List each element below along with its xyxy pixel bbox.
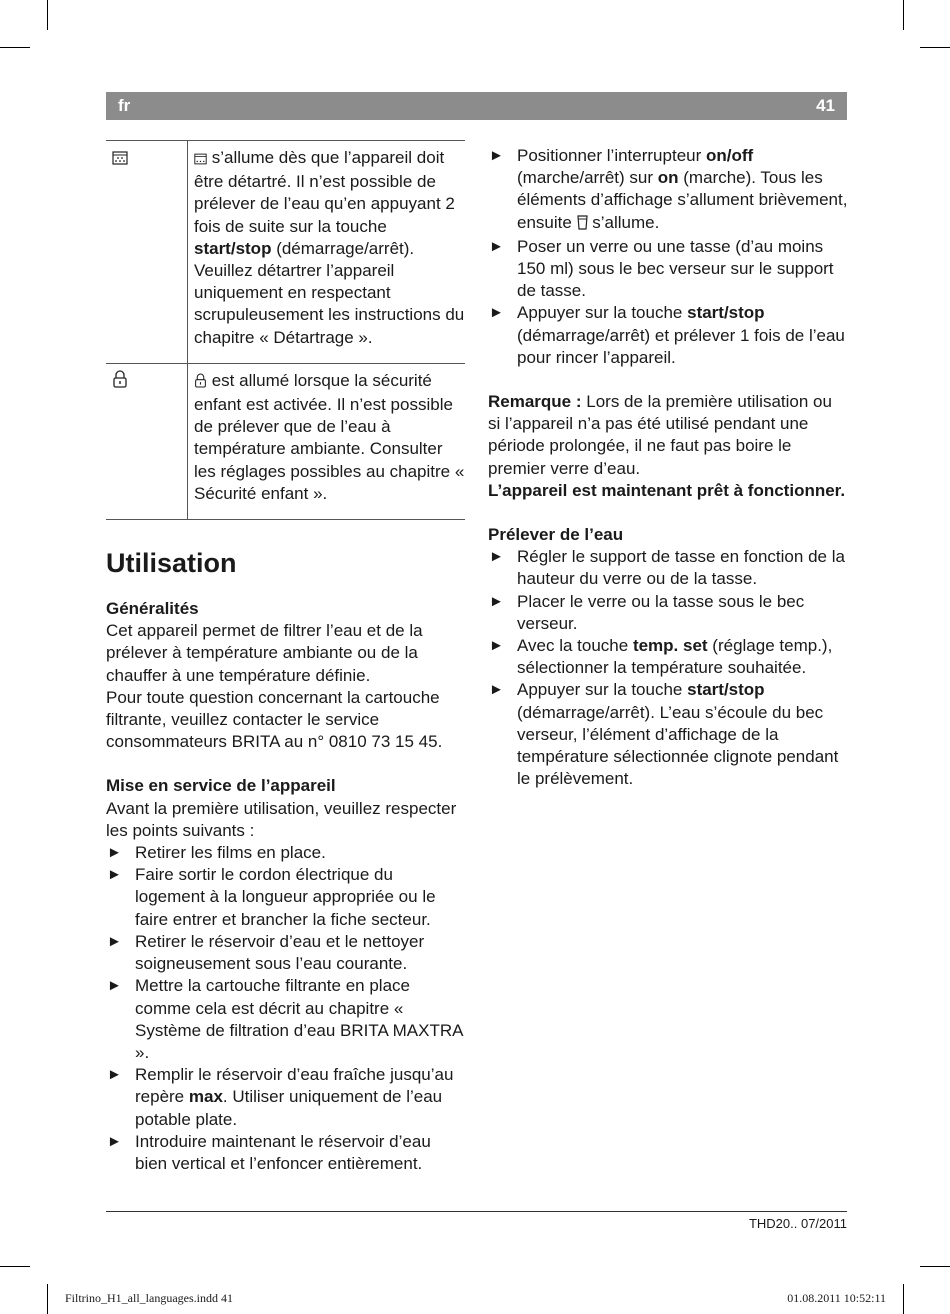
list-item xyxy=(488,302,848,369)
descale-icon xyxy=(112,149,128,171)
list-item-text: Mettre la cartouche filtrante en place comme cela est décrit au chapitre « Système de filtration d’eau BRITA MAXTRA ». xyxy=(135,976,463,1062)
list-item-text: (réglage temp.), sélectionner la température souhaitée. xyxy=(517,636,833,678)
crop-mark xyxy=(920,47,950,48)
indicator-icon-cell xyxy=(106,363,188,519)
footer-code: THD20.. 07/2011 xyxy=(748,1216,847,1231)
page-header-bar xyxy=(106,92,847,120)
list-item-text: s’allume. xyxy=(587,212,660,232)
bullet-arrow-icon: ► xyxy=(489,304,504,322)
language-code: fr xyxy=(118,96,131,115)
indicator-text-cell xyxy=(188,363,466,519)
generalites-heading: Généralités xyxy=(106,599,199,619)
bullet-arrow-icon: ► xyxy=(107,1066,122,1084)
crop-mark xyxy=(0,1266,30,1267)
footer-rule xyxy=(106,1211,847,1212)
page-number: 41 xyxy=(816,96,835,115)
on-off-label: on/off xyxy=(705,146,754,165)
bullet-arrow-icon: ► xyxy=(107,977,122,995)
lock-icon xyxy=(194,372,207,394)
list-item xyxy=(488,591,848,635)
list-item-text: Appuyer sur la touche xyxy=(517,680,688,700)
paragraph: Avant la première utilisation, veuillez respecter les points suivants : xyxy=(106,798,457,840)
list-item xyxy=(488,236,848,303)
descale-text: s’allume dès que l’appareil doit être détartré. Il n’est possible de prélever de l’eau qu’en appuyant 2 fois de suite sur la touche xyxy=(194,148,455,236)
left-column xyxy=(106,140,466,1175)
list-item-text: (marche). Tous les éléments d’affichage s’allument brièvement, ensuite xyxy=(517,168,848,232)
on-label: on xyxy=(657,168,679,188)
indicator-table xyxy=(106,140,465,520)
list-item xyxy=(106,1064,466,1131)
descale-text-end: (démarrage/arrêt). Veuillez détartrer l’appareil uniquement en respectant scrupuleusement les instructions du chapitre « Détartrage ». xyxy=(194,238,465,347)
descale-icon xyxy=(194,149,207,171)
list-item-text: (marche/arrêt) sur xyxy=(517,168,658,188)
list-item xyxy=(106,1131,466,1175)
lock-text: est allumé lorsque la sécurité enfant est activée. Il n’est possible de prélever que de l’eau à température ambiante. Consulter les réglages possibles au chapitre « Sécurité enfant ». xyxy=(194,370,465,503)
mise-en-service-heading: Mise en service de l’appareil xyxy=(106,776,336,796)
list-item-text: (démarrage/arrêt) et prélever 1 fois de l’eau pour rincer l’appareil. xyxy=(517,325,845,367)
list-item-text: Faire sortir le cordon électrique du logement à la longueur appropriée ou le faire entrer et brancher la fiche secteur. xyxy=(135,865,436,929)
list-item xyxy=(106,975,466,1064)
setup-steps-list xyxy=(106,842,466,1175)
remark-label: Remarque : xyxy=(488,392,582,412)
bullet-arrow-icon: ► xyxy=(107,1132,122,1150)
list-item xyxy=(488,679,848,790)
start-stop-label: start/stop xyxy=(687,303,765,323)
list-item-text: Introduire maintenant le réservoir d’eau bien vertical et l’enfoncer entièrement. xyxy=(135,1131,431,1173)
indicator-icon-cell xyxy=(106,141,188,364)
list-item-text: Régler le support de tasse en fonction de la hauteur du verre ou de la tasse. xyxy=(517,547,845,589)
temp-set-label: temp. set xyxy=(632,636,708,656)
slug-filename: Filtrino_H1_all_languages.indd 41 xyxy=(65,1291,233,1305)
remark-paragraph xyxy=(488,391,848,480)
bullet-arrow-icon: ► xyxy=(489,548,504,566)
list-item-text: Remplir le réservoir d’eau fraîche jusqu’au repère xyxy=(135,1065,454,1107)
list-item xyxy=(488,546,848,590)
list-item xyxy=(488,635,848,679)
list-item-text: Placer le verre ou la tasse sous le bec verseur. xyxy=(517,591,805,633)
crop-mark xyxy=(47,0,48,30)
start-stop-label: start/stop xyxy=(194,238,272,258)
crop-mark xyxy=(903,0,904,30)
remark-text: Lors de la première utilisation ou si l’appareil n’a pas été utilisé pendant une période prolongée, il ne faut pas boire le premier verre d’eau. xyxy=(488,392,832,478)
list-item-text: Positionner l’interrupteur xyxy=(517,146,706,165)
max-label: max xyxy=(188,1087,223,1107)
crop-mark xyxy=(920,1266,950,1267)
list-item xyxy=(106,864,466,931)
section-title: Utilisation xyxy=(106,548,237,579)
paragraph: Pour toute question concernant la cartouche filtrante, veuillez contacter le service consommateurs BRITA au n° 0810 73 15 45. xyxy=(106,687,443,752)
list-item xyxy=(488,145,848,236)
bullet-arrow-icon: ► xyxy=(489,147,504,164)
glass-icon xyxy=(577,214,588,236)
list-item-text: Retirer le réservoir d’eau et le nettoyer soigneusement sous l’eau courante. xyxy=(135,931,425,974)
indicator-row-descale xyxy=(106,141,465,364)
bullet-arrow-icon: ► xyxy=(489,637,504,655)
bullet-arrow-icon: ► xyxy=(107,866,122,884)
list-item-text: Poser un verre ou une tasse (d’au moins 150 ml) sous le bec verseur sur le support de tasse. xyxy=(517,236,834,301)
crop-mark xyxy=(903,1284,904,1314)
right-column xyxy=(488,145,848,790)
indicator-text-cell xyxy=(188,141,466,364)
bullet-arrow-icon: ► xyxy=(489,592,504,610)
list-item-text: Avec la touche xyxy=(517,636,633,656)
crop-mark xyxy=(0,47,30,48)
bullet-arrow-icon: ► xyxy=(107,932,122,950)
crop-mark xyxy=(47,1284,48,1314)
bullet-arrow-icon: ► xyxy=(489,237,504,255)
prelever-heading: Prélever de l’eau xyxy=(488,525,624,545)
first-use-steps-list xyxy=(488,145,848,369)
bullet-arrow-icon: ► xyxy=(489,681,504,699)
ready-statement: L’appareil est maintenant prêt à fonctionner. xyxy=(488,480,846,500)
list-item-text: . Utiliser uniquement de l’eau potable plate. xyxy=(135,1087,443,1129)
list-item xyxy=(106,842,466,864)
dispense-steps-list xyxy=(488,546,848,790)
list-item xyxy=(106,931,466,975)
paragraph: Cet appareil permet de filtrer l’eau et de la prélever à température ambiante ou de la chauffer à une température définie. xyxy=(106,621,423,685)
start-stop-label: start/stop xyxy=(687,680,765,700)
lock-icon xyxy=(112,370,128,394)
indicator-row-lock xyxy=(106,363,465,519)
bullet-arrow-icon: ► xyxy=(107,844,122,862)
list-item-text: Retirer les films en place. xyxy=(135,843,326,863)
slug-timestamp: 01.08.2011 10:52:11 xyxy=(787,1291,886,1305)
list-item-text: Appuyer sur la touche xyxy=(517,303,688,323)
list-item-text: (démarrage/arrêt). L’eau s’écoule du bec verseur, l’élément d’affichage de la température sélectionnée clignote pendant le prélèvement. xyxy=(517,702,839,789)
